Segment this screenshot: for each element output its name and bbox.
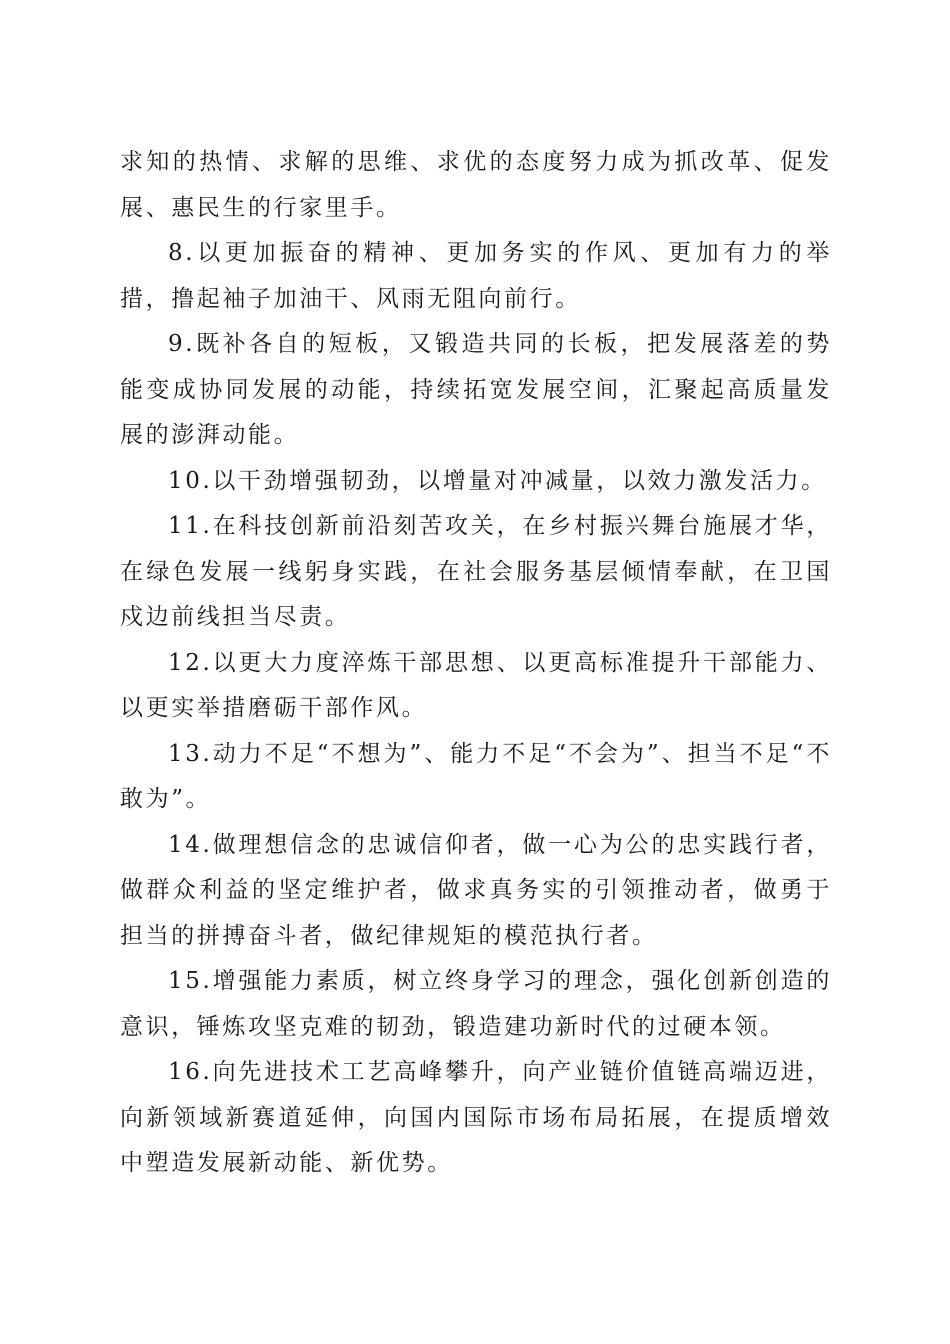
paragraph-item-8: 8.以更加振奋的精神、更加务实的作风、更加有力的举措，撸起袖子加油干、风雨无阻向前行。 xyxy=(120,240,832,312)
paragraph-item-10: 10.以干劲增强韧劲，以增量对冲减量，以效力激发活力。 xyxy=(168,467,827,494)
paragraph-item-11: 11.在科技创新前沿刻苦攻关，在乡村振兴舞台施展才华，在绿色发展一线躬身实践，在社会服务基层倾情奉献，在卫国戍边前线担当尽责。 xyxy=(120,513,832,630)
paragraph-item-14: 14.做理想信念的忠诚信仰者，做一心为公的忠实践行者，做群众利益的坚定维护者，做求真务实的引领推动者，做勇于担当的拼搏奋斗者，做纪律规矩的模范执行者。 xyxy=(120,831,832,949)
paragraph-item-13: 13.动力不足“不想为”、能力不足“不会为”、担当不足“不敢为”。 xyxy=(120,740,832,812)
document-body xyxy=(120,140,832,1187)
paragraph-item-9: 9.既补各自的短板，又锻造共同的长板，把发展落差的势能变成协同发展的动能，持续拓宽发展空间，汇聚起高质量发展的澎湃动能。 xyxy=(120,331,832,448)
paragraph-item-12: 12.以更大力度淬炼干部思想、以更高标准提升干部能力、以更实举措磨砺干部作风。 xyxy=(120,649,832,721)
paragraph-item-15: 15.增强能力素质，树立终身学习的理念，强化创新创造的意识，锤炼攻坚克难的韧劲，锻造建功新时代的过硬本领。 xyxy=(120,968,832,1040)
paragraph-continuation: 求知的热情、求解的思维、求优的态度努力成为抓改革、促发展、惠民生的行家里手。 xyxy=(120,149,832,221)
paragraph-item-16: 16.向先进技术工艺高峰攀升，向产业链价值链高端迈进，向新领域新赛道延伸，向国内国际市场布局拓展，在提质增效中塑造发展新动能、新优势。 xyxy=(120,1059,832,1176)
